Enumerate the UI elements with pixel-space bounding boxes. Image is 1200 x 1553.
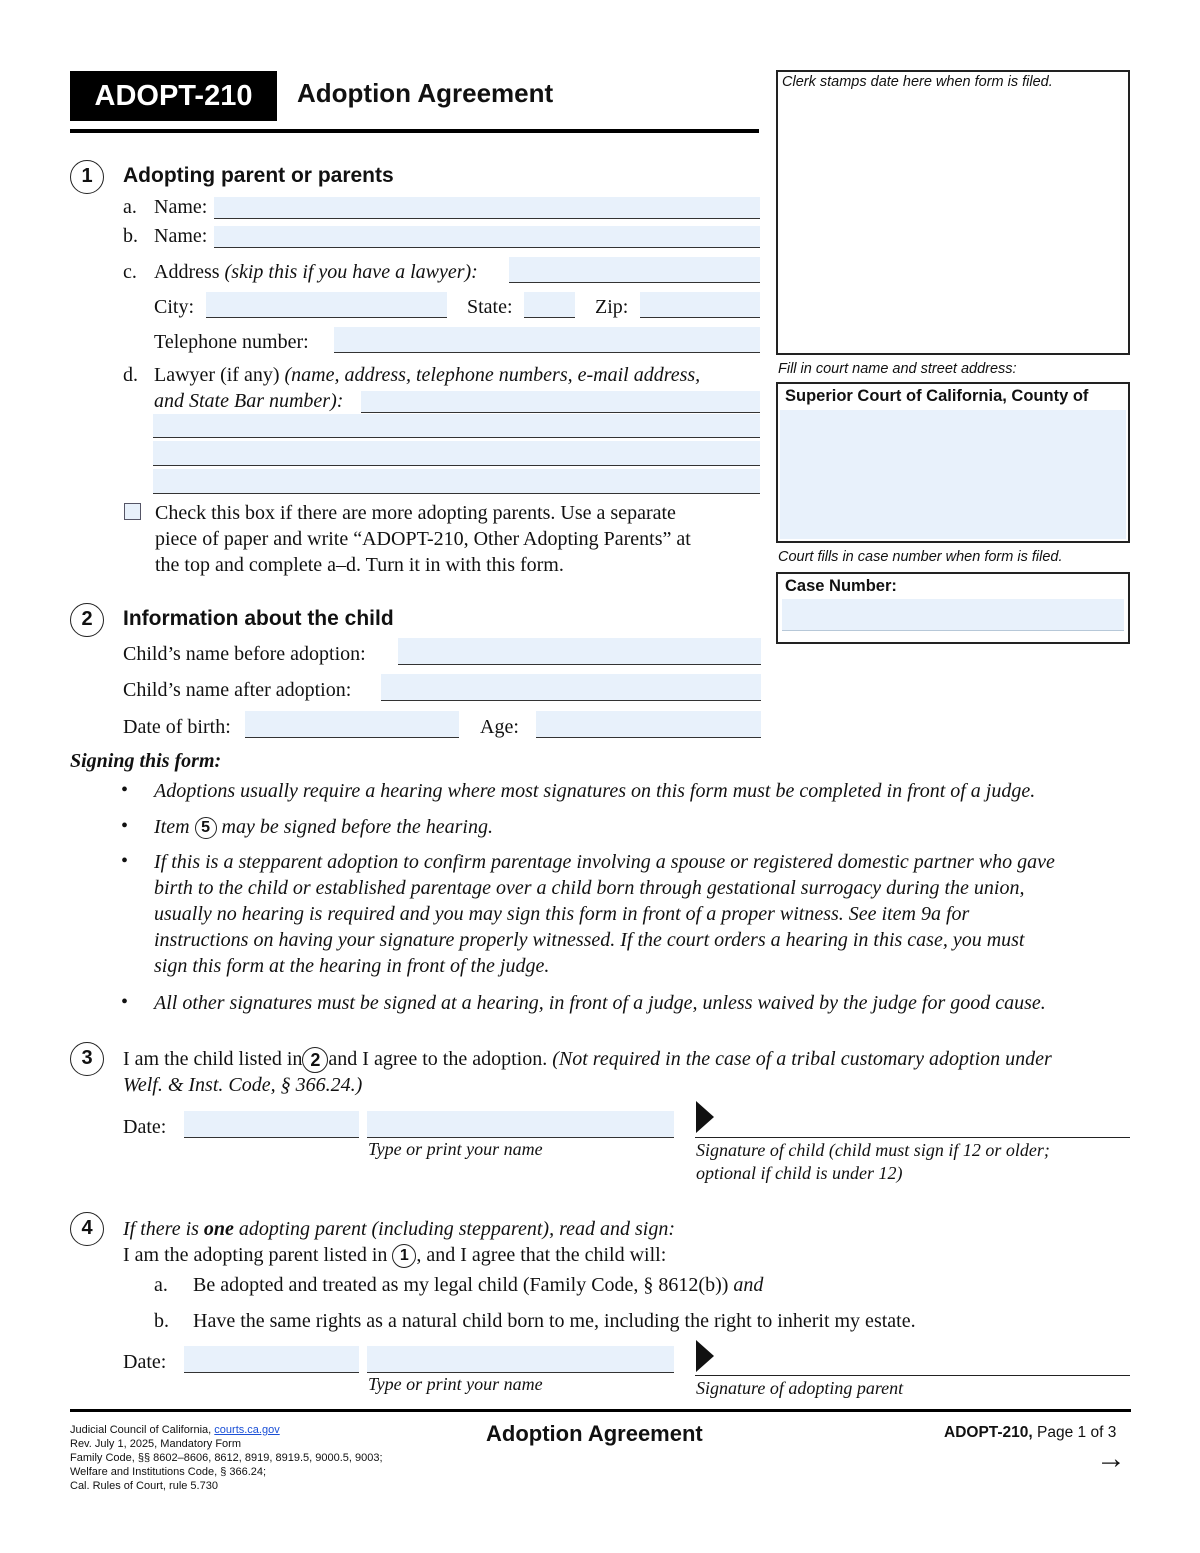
section-2-title: Information about the child [123, 607, 394, 630]
lawyer-label-text: Lawyer (if any) [154, 364, 280, 386]
lawyer-field-1[interactable] [361, 391, 760, 413]
section-4-date-field[interactable] [184, 1346, 359, 1373]
section-4-a-and: and [733, 1274, 764, 1296]
bullet-3-line-1: If this is a stepparent adoption to confirm parentage involving a spouse or registered domestic partner who gave [154, 851, 1055, 873]
bullet-1-dot: • [121, 779, 129, 801]
form-code: ADOPT-210 [94, 80, 253, 112]
bullet-1-text: Adoptions usually require a hearing where most signatures on this form must be completed in front of a judge. [154, 780, 1036, 802]
address-note: (skip this if you have a lawyer): [224, 261, 478, 283]
name-after-field[interactable] [381, 674, 761, 701]
name-b-letter: b. [123, 225, 138, 247]
name-before-field[interactable] [398, 638, 761, 665]
bullet-3-dot: • [121, 850, 129, 872]
court-caption: Fill in court name and street address: [778, 361, 1017, 377]
section-3-note-1: (Not required in the case of a tribal customary adoption under [552, 1048, 1052, 1070]
section-4-intro [123, 1217, 675, 1241]
footer-form-code: ADOPT-210, [944, 1424, 1033, 1441]
phone-label: Telephone number: [154, 331, 309, 353]
state-label: State: [467, 296, 513, 318]
address-label [154, 260, 478, 284]
signing-heading: Signing this form: [70, 750, 222, 772]
bullet-2-dot: • [121, 815, 129, 837]
section-3-text-pre: I am the child listed in [123, 1048, 303, 1070]
section-3-text-post: and I agree to the adoption. [328, 1048, 548, 1070]
bullet-3-line-2: birth to the child or established parentage over a child born through gestational surrogacy during the union, [154, 877, 1025, 899]
zip-label: Zip: [595, 296, 629, 318]
clerk-stamp-box [776, 70, 1130, 355]
footer-council-link[interactable]: courts.ca.gov [214, 1424, 280, 1436]
dob-label: Date of birth: [123, 716, 231, 738]
court-name-field[interactable] [780, 410, 1126, 539]
section-1-number: 1 [70, 160, 104, 194]
name-b-field[interactable] [214, 226, 760, 248]
lawyer-letter: d. [123, 364, 138, 386]
court-label: Superior Court of California, County of [785, 387, 1089, 405]
lawyer-field-4[interactable] [153, 469, 760, 494]
address-label-text: Address [154, 261, 220, 283]
footer-council [70, 1423, 280, 1438]
section-4-sig-caption: Signature of adopting parent [696, 1378, 904, 1398]
bullet-4-text: All other signatures must be signed at a hearing, in front of a judge, unless waived by the judge for good cause. [154, 992, 1046, 1014]
section-2-number: 2 [70, 603, 104, 637]
bullet-2-pre: Item [154, 816, 190, 838]
section-4-number: 4 [70, 1212, 104, 1246]
section-4-date-label: Date: [123, 1351, 167, 1373]
section-3-number: 3 [70, 1042, 104, 1076]
section-4-line-2-pre: I am the adopting parent listed in [123, 1244, 388, 1266]
form-code-badge [70, 71, 277, 121]
section-3-note-2: Welf. & Inst. Code, § 366.24.) [123, 1074, 363, 1096]
footer-rev: Rev. July 1, 2025, Mandatory Form [70, 1438, 241, 1450]
section-4-b-letter: b. [154, 1310, 169, 1332]
bullet-4-dot: • [121, 991, 129, 1013]
name-a-label: Name: [154, 196, 208, 218]
page-title: Adoption Agreement [297, 78, 554, 108]
name-a-letter: a. [123, 196, 137, 218]
section-4-a-letter: a. [154, 1274, 168, 1296]
bullet-3-line-5: sign this form at the hearing in front of the judge. [154, 955, 550, 977]
section-3-sig-caption-1: Signature of child (child must sign if 12 or older; [696, 1140, 1050, 1160]
section-4-intro-bold: one [203, 1218, 234, 1240]
footer-welfare: Welfare and Institutions Code, § 366.24; [70, 1466, 267, 1478]
footer-title: Adoption Agreement [486, 1421, 703, 1446]
name-before-label: Child’s name before adoption: [123, 643, 366, 665]
court-box [776, 382, 1130, 543]
phone-field[interactable] [334, 327, 760, 353]
checkbox-text-2: piece of paper and write “ADOPT-210, Other Adopting Parents” at [155, 528, 691, 550]
name-a-field[interactable] [214, 197, 760, 219]
dob-field[interactable] [245, 711, 459, 738]
checkbox-text-1: Check this box if there are more adopting parents. Use a separate [155, 502, 676, 524]
case-number-field[interactable] [782, 599, 1124, 631]
bullet-2-text [154, 815, 493, 839]
city-field[interactable] [206, 292, 447, 318]
footer-page-info [944, 1424, 1116, 1442]
bullet-2-post: may be signed before the hearing. [221, 816, 493, 838]
section-3-text [123, 1047, 1052, 1073]
section-3-date-label: Date: [123, 1116, 167, 1138]
footer-council-text: Judicial Council of California, [70, 1424, 215, 1436]
lawyer-field-2[interactable] [153, 414, 760, 438]
section-1-title: Adopting parent or parents [123, 164, 394, 187]
case-caption: Court fills in case number when form is filed. [778, 549, 1063, 565]
section-3-sig-caption-2: optional if child is under 12) [696, 1163, 903, 1183]
address-letter: c. [123, 261, 137, 283]
section-4-intro-pre: If there is [123, 1218, 199, 1240]
bullet-3-line-3: usually no hearing is required and you may sign this form in front of a proper witness. See item 9a for [154, 903, 970, 925]
section-4-a-text [193, 1273, 763, 1297]
bullet-3-line-4: instructions on having your signature properly witnessed. If the court orders a hearing in this case, you must [154, 929, 1025, 951]
footer-page-number: Page 1 of 3 [1037, 1424, 1117, 1441]
lawyer-note-2: and State Bar number): [154, 390, 344, 412]
zip-field[interactable] [640, 292, 760, 318]
checkbox-text-3: the top and complete a–d. Turn it in with this form. [155, 554, 564, 576]
item-1-ref: 1 [392, 1244, 416, 1268]
age-field[interactable] [536, 711, 761, 738]
case-box [776, 572, 1130, 644]
section-4-a-body: Be adopted and treated as my legal child (Family Code, § 8612(b)) [193, 1274, 729, 1296]
section-3-name-field[interactable] [367, 1111, 674, 1138]
clerk-stamp-label: Clerk stamps date here when form is filed. [782, 74, 1053, 90]
section-3-sign-arrow-icon [696, 1101, 714, 1133]
footer-family-code: Family Code, §§ 8602–8606, 8612, 8919, 8919.5, 9000.5, 9003; [70, 1452, 383, 1464]
section-4-line-2 [123, 1243, 666, 1268]
name-after-label: Child’s name after adoption: [123, 679, 352, 701]
state-field[interactable] [524, 292, 575, 318]
item-2-ref: 2 [302, 1047, 328, 1073]
item-5-ref: 5 [195, 817, 217, 839]
header-rule [70, 129, 759, 133]
lawyer-note-1: (name, address, telephone numbers, e-mail address, [284, 364, 701, 386]
next-page-arrow-icon[interactable]: → [1096, 1442, 1126, 1475]
more-parents-checkbox[interactable] [124, 503, 141, 520]
name-b-label: Name: [154, 225, 208, 247]
age-label: Age: [480, 716, 519, 738]
section-4-intro-post: adopting parent (including stepparent), read and sign: [238, 1218, 675, 1240]
section-4-sign-arrow-icon [696, 1340, 714, 1372]
case-label: Case Number: [785, 577, 897, 595]
address-field[interactable] [509, 257, 760, 283]
section-4-line-2-post: , and I agree that the child will: [416, 1244, 667, 1266]
section-4-name-field[interactable] [367, 1346, 674, 1373]
lawyer-label [154, 363, 700, 387]
section-4-name-caption: Type or print your name [368, 1374, 543, 1394]
footer-rule [70, 1409, 1131, 1412]
lawyer-field-3[interactable] [153, 441, 760, 466]
section-3-date-field[interactable] [184, 1111, 359, 1138]
footer-rules: Cal. Rules of Court, rule 5.730 [70, 1480, 218, 1492]
section-3-name-caption: Type or print your name [368, 1139, 543, 1159]
city-label: City: [154, 296, 195, 318]
section-4-b-text: Have the same rights as a natural child born to me, including the right to inherit my estate. [193, 1310, 916, 1332]
